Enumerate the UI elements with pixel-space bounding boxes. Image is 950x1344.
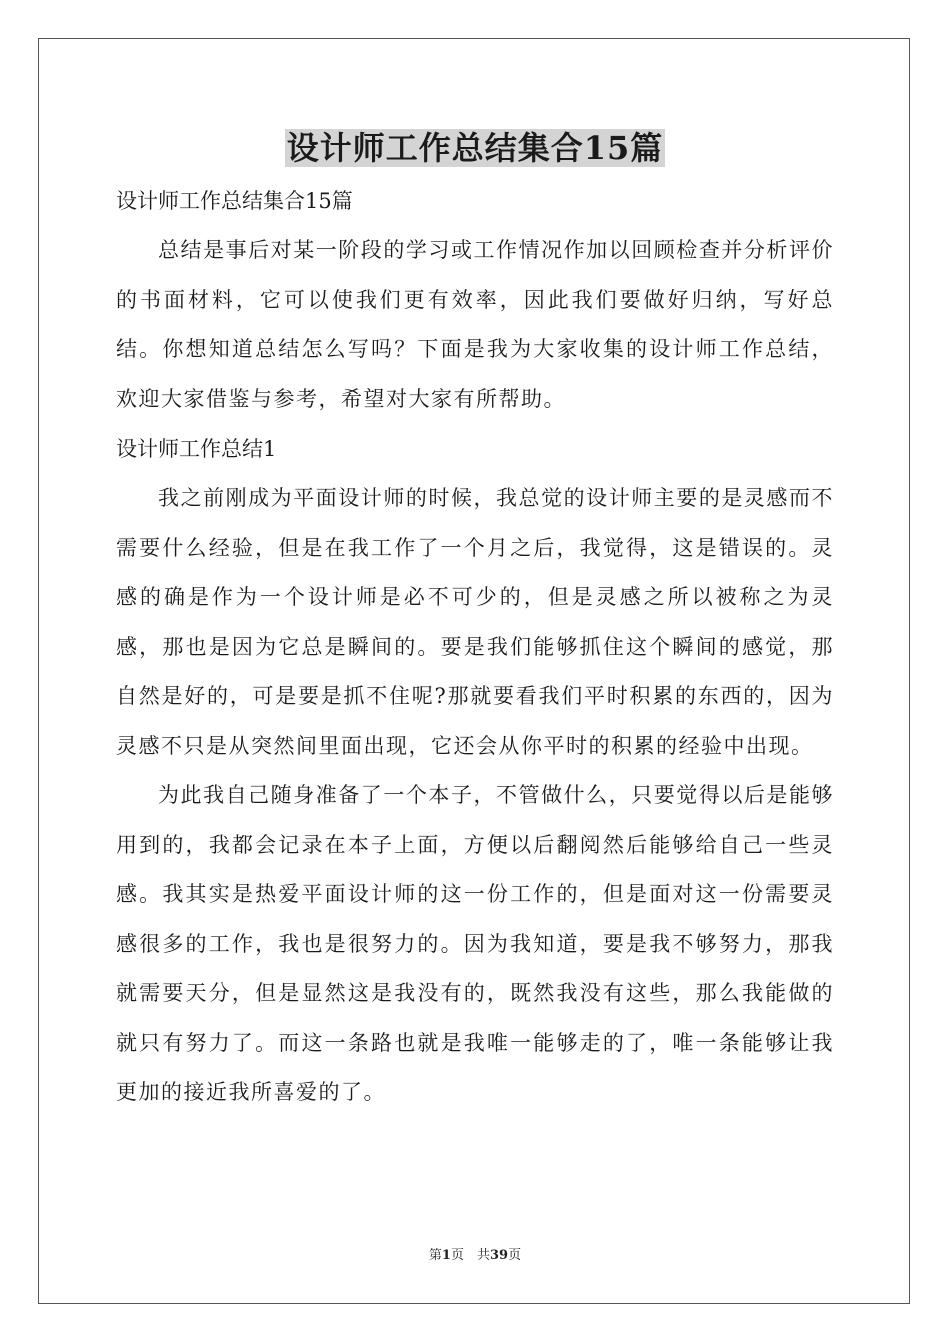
total-page-count: 39	[489, 1248, 509, 1263]
intro-paragraph: 总结是事后对某一阶段的学习或工作情况作加以回顾检查并分析评价的书面材料，它可以使我们更有效率，因此我们要做好归纳，写好总结。你想知道总结怎么写吗？下面是我为大家收集的设计师工作总结，欢迎大家借鉴与参考，希望对大家有所帮助。	[116, 238, 834, 411]
current-page-number: 1	[441, 1248, 451, 1263]
document-title	[0, 124, 950, 172]
page-number-footer	[0, 1246, 950, 1266]
body-paragraph-2: 为此我自己随身准备了一个本子，不管做什么，只要觉得以后是能够用到的，我都会记录在本子上面，方便以后翻阅然后能够给自己一些灵感。我其实是热爱平面设计师的这一份工作的，但是面对这一份需要灵感很多的工作，我也是很努力的。因为我知道，要是我不够努力，那我就需要天分，但是显然这是我没有的，既然我没有这些，那么我能做的就只有努力了。而这一条路也就是我唯一能够走的了，唯一条能够让我更加的接近我所喜爱的了。	[116, 783, 834, 1104]
section-heading: 设计师工作总结1	[116, 437, 277, 461]
subtitle-line: 设计师工作总结集合15篇	[116, 189, 353, 213]
document-title-text: 设计师工作总结集合15篇	[286, 129, 664, 167]
body-paragraph-1: 我之前刚成为平面设计师的时候，我总觉的设计师主要的是灵感而不需要什么经验，但是在我工作了一个月之后，我觉得，这是错误的。灵感的确是作为一个设计师是必不可少的，但是灵感之所以被称之为灵感，那也是因为它总是瞬间的。要是我们能够抓住这个瞬间的感觉，那自然是好的，可是要是抓不住呢?那就要看我们平时积累的东西的，因为灵感不只是从突然间里面出现，它还会从你平时的积累的经验中出现。	[116, 486, 834, 758]
page-mid-text: 页 共	[450, 1248, 490, 1263]
document-body	[116, 176, 834, 1118]
page-suffix: 页	[508, 1248, 522, 1263]
page-prefix: 第	[428, 1248, 442, 1263]
